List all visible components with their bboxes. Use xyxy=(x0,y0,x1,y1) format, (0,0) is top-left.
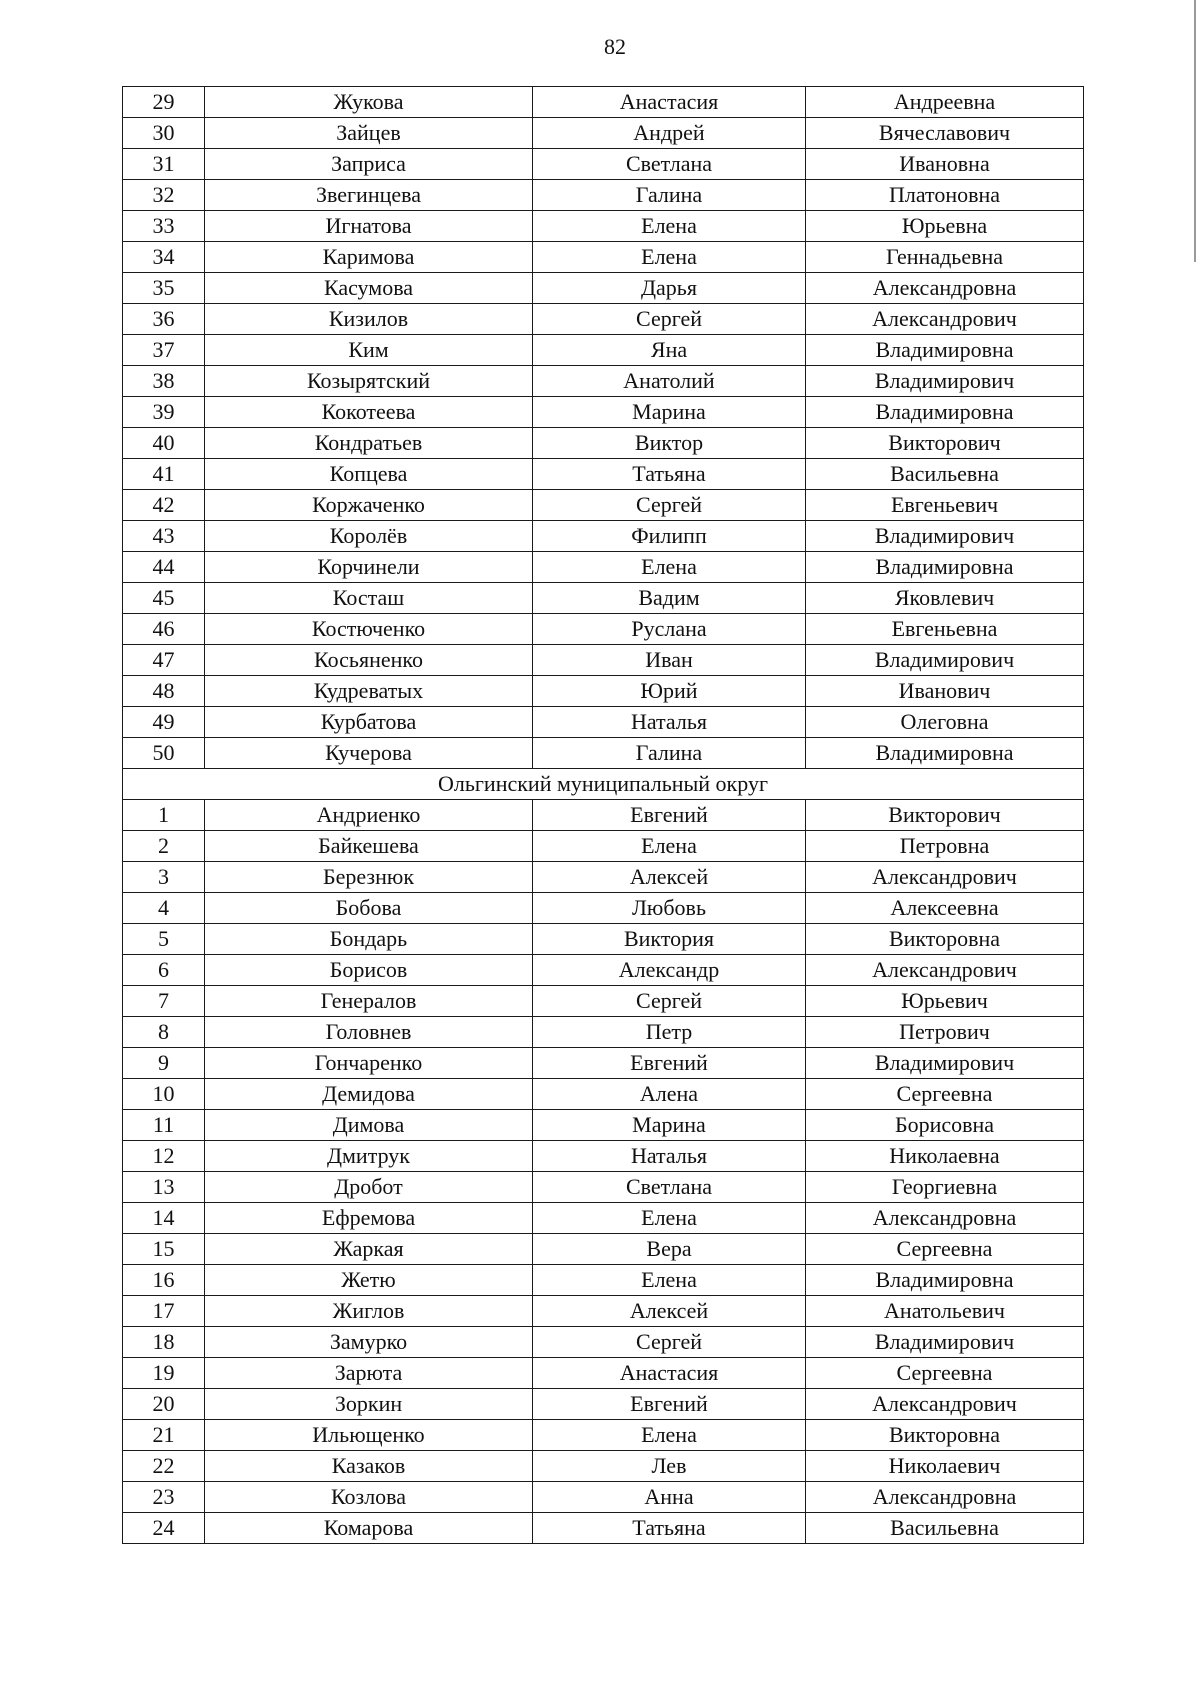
last-name-cell: Королёв xyxy=(205,521,533,552)
row-number-cell: 49 xyxy=(123,707,205,738)
patronymic-cell: Сергеевна xyxy=(806,1234,1084,1265)
table-row xyxy=(123,893,1084,924)
row-number-cell: 47 xyxy=(123,645,205,676)
patronymic-cell: Георгиевна xyxy=(806,1172,1084,1203)
table-row xyxy=(123,1358,1084,1389)
last-name-cell: Кизилов xyxy=(205,304,533,335)
first-name-cell: Андрей xyxy=(533,118,806,149)
last-name-cell: Генералов xyxy=(205,986,533,1017)
last-name-cell: Кондратьев xyxy=(205,428,533,459)
table-row xyxy=(123,118,1084,149)
patronymic-cell: Олеговна xyxy=(806,707,1084,738)
row-number-cell: 31 xyxy=(123,149,205,180)
patronymic-cell: Николаевич xyxy=(806,1451,1084,1482)
patronymic-cell: Сергеевна xyxy=(806,1079,1084,1110)
row-number-cell: 22 xyxy=(123,1451,205,1482)
row-number-cell: 21 xyxy=(123,1420,205,1451)
roster-body xyxy=(123,87,1084,1544)
table-row xyxy=(123,366,1084,397)
first-name-cell: Иван xyxy=(533,645,806,676)
table-row xyxy=(123,1420,1084,1451)
first-name-cell: Вадим xyxy=(533,583,806,614)
row-number-cell: 5 xyxy=(123,924,205,955)
table-row xyxy=(123,583,1084,614)
first-name-cell: Галина xyxy=(533,180,806,211)
scan-edge-line xyxy=(1194,0,1196,262)
first-name-cell: Виктор xyxy=(533,428,806,459)
table-row xyxy=(123,1172,1084,1203)
table-row xyxy=(123,707,1084,738)
table-row xyxy=(123,397,1084,428)
patronymic-cell: Яковлевич xyxy=(806,583,1084,614)
row-number-cell: 14 xyxy=(123,1203,205,1234)
first-name-cell: Елена xyxy=(533,1265,806,1296)
table-row xyxy=(123,1234,1084,1265)
table-row xyxy=(123,1265,1084,1296)
first-name-cell: Лев xyxy=(533,1451,806,1482)
last-name-cell: Заприса xyxy=(205,149,533,180)
last-name-cell: Коржаченко xyxy=(205,490,533,521)
first-name-cell: Галина xyxy=(533,738,806,769)
patronymic-cell: Викторович xyxy=(806,428,1084,459)
last-name-cell: Ефремова xyxy=(205,1203,533,1234)
last-name-cell: Зоркин xyxy=(205,1389,533,1420)
last-name-cell: Курбатова xyxy=(205,707,533,738)
patronymic-cell: Викторовна xyxy=(806,924,1084,955)
last-name-cell: Ким xyxy=(205,335,533,366)
row-number-cell: 29 xyxy=(123,87,205,118)
first-name-cell: Вера xyxy=(533,1234,806,1265)
table-row xyxy=(123,614,1084,645)
last-name-cell: Игнатова xyxy=(205,211,533,242)
last-name-cell: Каримова xyxy=(205,242,533,273)
table-row xyxy=(123,676,1084,707)
row-number-cell: 11 xyxy=(123,1110,205,1141)
row-number-cell: 10 xyxy=(123,1079,205,1110)
row-number-cell: 42 xyxy=(123,490,205,521)
section-row xyxy=(123,769,1084,800)
first-name-cell: Сергей xyxy=(533,1327,806,1358)
first-name-cell: Светлана xyxy=(533,149,806,180)
first-name-cell: Анастасия xyxy=(533,1358,806,1389)
first-name-cell: Сергей xyxy=(533,986,806,1017)
row-number-cell: 20 xyxy=(123,1389,205,1420)
table-row xyxy=(123,304,1084,335)
patronymic-cell: Евгеньевич xyxy=(806,490,1084,521)
row-number-cell: 43 xyxy=(123,521,205,552)
first-name-cell: Филипп xyxy=(533,521,806,552)
patronymic-cell: Васильевна xyxy=(806,1513,1084,1544)
first-name-cell: Татьяна xyxy=(533,459,806,490)
last-name-cell: Кокотеева xyxy=(205,397,533,428)
table-row xyxy=(123,335,1084,366)
row-number-cell: 41 xyxy=(123,459,205,490)
table-row xyxy=(123,459,1084,490)
table-row xyxy=(123,1079,1084,1110)
first-name-cell: Елена xyxy=(533,831,806,862)
patronymic-cell: Владимировна xyxy=(806,1265,1084,1296)
last-name-cell: Костюченко xyxy=(205,614,533,645)
row-number-cell: 44 xyxy=(123,552,205,583)
row-number-cell: 32 xyxy=(123,180,205,211)
table-row xyxy=(123,1141,1084,1172)
table-row xyxy=(123,149,1084,180)
row-number-cell: 1 xyxy=(123,800,205,831)
table-row xyxy=(123,211,1084,242)
table-row xyxy=(123,862,1084,893)
first-name-cell: Дарья xyxy=(533,273,806,304)
table-row xyxy=(123,490,1084,521)
patronymic-cell: Петровна xyxy=(806,831,1084,862)
last-name-cell: Жаркая xyxy=(205,1234,533,1265)
row-number-cell: 39 xyxy=(123,397,205,428)
last-name-cell: Комарова xyxy=(205,1513,533,1544)
row-number-cell: 45 xyxy=(123,583,205,614)
last-name-cell: Косьяненко xyxy=(205,645,533,676)
patronymic-cell: Владимировна xyxy=(806,335,1084,366)
row-number-cell: 2 xyxy=(123,831,205,862)
last-name-cell: Демидова xyxy=(205,1079,533,1110)
patronymic-cell: Иванович xyxy=(806,676,1084,707)
table-row xyxy=(123,1513,1084,1544)
first-name-cell: Александр xyxy=(533,955,806,986)
row-number-cell: 34 xyxy=(123,242,205,273)
patronymic-cell: Анатольевич xyxy=(806,1296,1084,1327)
patronymic-cell: Геннадьевна xyxy=(806,242,1084,273)
table-row xyxy=(123,87,1084,118)
table-row xyxy=(123,1482,1084,1513)
last-name-cell: Бондарь xyxy=(205,924,533,955)
table-row xyxy=(123,955,1084,986)
last-name-cell: Казаков xyxy=(205,1451,533,1482)
first-name-cell: Евгений xyxy=(533,1048,806,1079)
patronymic-cell: Николаевна xyxy=(806,1141,1084,1172)
table-row xyxy=(123,986,1084,1017)
last-name-cell: Кучерова xyxy=(205,738,533,769)
row-number-cell: 38 xyxy=(123,366,205,397)
patronymic-cell: Владимировна xyxy=(806,397,1084,428)
patronymic-cell: Владимировна xyxy=(806,738,1084,769)
row-number-cell: 23 xyxy=(123,1482,205,1513)
last-name-cell: Дмитрук xyxy=(205,1141,533,1172)
section-title: Ольгинский муниципальный округ xyxy=(123,769,1084,800)
first-name-cell: Сергей xyxy=(533,304,806,335)
patronymic-cell: Юрьевна xyxy=(806,211,1084,242)
first-name-cell: Наталья xyxy=(533,1141,806,1172)
first-name-cell: Анна xyxy=(533,1482,806,1513)
row-number-cell: 50 xyxy=(123,738,205,769)
patronymic-cell: Петрович xyxy=(806,1017,1084,1048)
page-number: 82 xyxy=(604,34,626,59)
patronymic-cell: Сергеевна xyxy=(806,1358,1084,1389)
roster-table xyxy=(122,86,1084,1544)
row-number-cell: 24 xyxy=(123,1513,205,1544)
last-name-cell: Копцева xyxy=(205,459,533,490)
table-row xyxy=(123,1203,1084,1234)
table-row xyxy=(123,521,1084,552)
first-name-cell: Анастасия xyxy=(533,87,806,118)
table-row xyxy=(123,180,1084,211)
row-number-cell: 46 xyxy=(123,614,205,645)
first-name-cell: Евгений xyxy=(533,1389,806,1420)
first-name-cell: Любовь xyxy=(533,893,806,924)
row-number-cell: 6 xyxy=(123,955,205,986)
last-name-cell: Бобова xyxy=(205,893,533,924)
last-name-cell: Байкешева xyxy=(205,831,533,862)
row-number-cell: 15 xyxy=(123,1234,205,1265)
patronymic-cell: Александровна xyxy=(806,273,1084,304)
patronymic-cell: Владимировна xyxy=(806,552,1084,583)
row-number-cell: 12 xyxy=(123,1141,205,1172)
patronymic-cell: Алексеевна xyxy=(806,893,1084,924)
patronymic-cell: Александровна xyxy=(806,1482,1084,1513)
row-number-cell: 17 xyxy=(123,1296,205,1327)
table-row xyxy=(123,1296,1084,1327)
patronymic-cell: Владимирович xyxy=(806,1048,1084,1079)
first-name-cell: Юрий xyxy=(533,676,806,707)
patronymic-cell: Васильевна xyxy=(806,459,1084,490)
table-row xyxy=(123,1327,1084,1358)
table-row xyxy=(123,738,1084,769)
first-name-cell: Сергей xyxy=(533,490,806,521)
patronymic-cell: Ивановна xyxy=(806,149,1084,180)
row-number-cell: 48 xyxy=(123,676,205,707)
last-name-cell: Димова xyxy=(205,1110,533,1141)
last-name-cell: Замурко xyxy=(205,1327,533,1358)
table-row xyxy=(123,552,1084,583)
last-name-cell: Ильющенко xyxy=(205,1420,533,1451)
last-name-cell: Козырятский xyxy=(205,366,533,397)
patronymic-cell: Александрович xyxy=(806,304,1084,335)
patronymic-cell: Александрович xyxy=(806,955,1084,986)
row-number-cell: 35 xyxy=(123,273,205,304)
row-number-cell: 30 xyxy=(123,118,205,149)
last-name-cell: Корчинели xyxy=(205,552,533,583)
last-name-cell: Андриенко xyxy=(205,800,533,831)
first-name-cell: Елена xyxy=(533,1420,806,1451)
last-name-cell: Зарюта xyxy=(205,1358,533,1389)
table-row xyxy=(123,273,1084,304)
patronymic-cell: Андреевна xyxy=(806,87,1084,118)
patronymic-cell: Александрович xyxy=(806,862,1084,893)
table-row xyxy=(123,1389,1084,1420)
row-number-cell: 8 xyxy=(123,1017,205,1048)
last-name-cell: Березнюк xyxy=(205,862,533,893)
row-number-cell: 36 xyxy=(123,304,205,335)
last-name-cell: Касумова xyxy=(205,273,533,304)
last-name-cell: Головнев xyxy=(205,1017,533,1048)
first-name-cell: Яна xyxy=(533,335,806,366)
table-row xyxy=(123,428,1084,459)
first-name-cell: Виктория xyxy=(533,924,806,955)
last-name-cell: Жетю xyxy=(205,1265,533,1296)
first-name-cell: Марина xyxy=(533,397,806,428)
first-name-cell: Светлана xyxy=(533,1172,806,1203)
last-name-cell: Кудреватых xyxy=(205,676,533,707)
patronymic-cell: Викторовна xyxy=(806,1420,1084,1451)
patronymic-cell: Платоновна xyxy=(806,180,1084,211)
table-row xyxy=(123,1048,1084,1079)
first-name-cell: Алексей xyxy=(533,1296,806,1327)
last-name-cell: Звегинцева xyxy=(205,180,533,211)
first-name-cell: Татьяна xyxy=(533,1513,806,1544)
row-number-cell: 16 xyxy=(123,1265,205,1296)
last-name-cell: Дробот xyxy=(205,1172,533,1203)
patronymic-cell: Викторович xyxy=(806,800,1084,831)
first-name-cell: Марина xyxy=(533,1110,806,1141)
row-number-cell: 40 xyxy=(123,428,205,459)
first-name-cell: Евгений xyxy=(533,800,806,831)
patronymic-cell: Юрьевич xyxy=(806,986,1084,1017)
row-number-cell: 19 xyxy=(123,1358,205,1389)
table-row xyxy=(123,831,1084,862)
table-row xyxy=(123,242,1084,273)
row-number-cell: 3 xyxy=(123,862,205,893)
patronymic-cell: Вячеславович xyxy=(806,118,1084,149)
patronymic-cell: Владимирович xyxy=(806,645,1084,676)
row-number-cell: 13 xyxy=(123,1172,205,1203)
first-name-cell: Елена xyxy=(533,211,806,242)
first-name-cell: Алена xyxy=(533,1079,806,1110)
patronymic-cell: Александрович xyxy=(806,1389,1084,1420)
first-name-cell: Алексей xyxy=(533,862,806,893)
first-name-cell: Петр xyxy=(533,1017,806,1048)
last-name-cell: Зайцев xyxy=(205,118,533,149)
table-row xyxy=(123,1017,1084,1048)
first-name-cell: Анатолий xyxy=(533,366,806,397)
last-name-cell: Козлова xyxy=(205,1482,533,1513)
table-row xyxy=(123,924,1084,955)
last-name-cell: Жиглов xyxy=(205,1296,533,1327)
last-name-cell: Борисов xyxy=(205,955,533,986)
table-row xyxy=(123,1110,1084,1141)
patronymic-cell: Александровна xyxy=(806,1203,1084,1234)
last-name-cell: Гончаренко xyxy=(205,1048,533,1079)
row-number-cell: 7 xyxy=(123,986,205,1017)
first-name-cell: Елена xyxy=(533,242,806,273)
row-number-cell: 37 xyxy=(123,335,205,366)
last-name-cell: Жукова xyxy=(205,87,533,118)
patronymic-cell: Владимирович xyxy=(806,1327,1084,1358)
last-name-cell: Косташ xyxy=(205,583,533,614)
table-row xyxy=(123,1451,1084,1482)
row-number-cell: 33 xyxy=(123,211,205,242)
first-name-cell: Елена xyxy=(533,552,806,583)
patronymic-cell: Владимирович xyxy=(806,366,1084,397)
first-name-cell: Наталья xyxy=(533,707,806,738)
patronymic-cell: Борисовна xyxy=(806,1110,1084,1141)
row-number-cell: 4 xyxy=(123,893,205,924)
table-row xyxy=(123,645,1084,676)
patronymic-cell: Евгеньевна xyxy=(806,614,1084,645)
first-name-cell: Елена xyxy=(533,1203,806,1234)
row-number-cell: 18 xyxy=(123,1327,205,1358)
table-row xyxy=(123,800,1084,831)
patronymic-cell: Владимирович xyxy=(806,521,1084,552)
first-name-cell: Руслана xyxy=(533,614,806,645)
row-number-cell: 9 xyxy=(123,1048,205,1079)
